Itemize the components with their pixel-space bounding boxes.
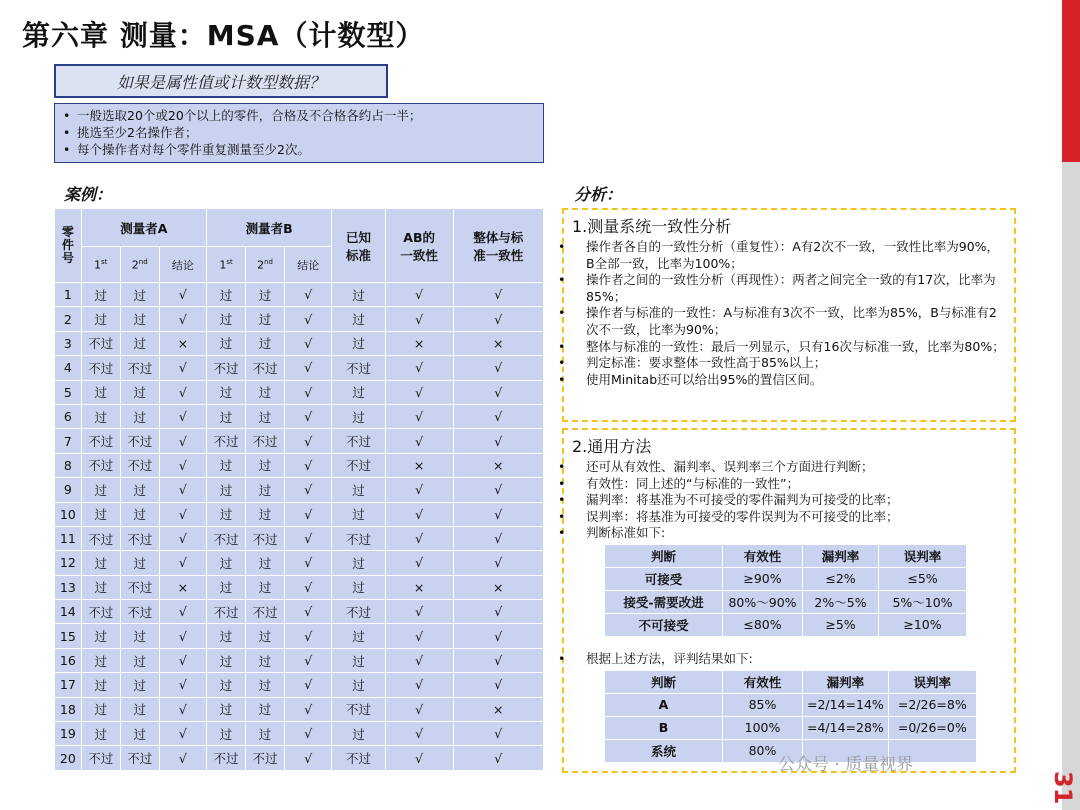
table-cell: √ [453,624,543,648]
table-cell: √ [285,624,332,648]
table-cell: 过 [332,673,385,697]
header-operator-a: 测量者A [81,209,206,247]
table-cell: √ [159,283,206,307]
table-cell: 过 [81,478,120,502]
table-cell: 过 [120,380,159,404]
table-row [55,453,544,477]
case-table [54,208,544,771]
table-cell: √ [385,478,453,502]
table-cell: 过 [81,624,120,648]
table-row [55,478,544,502]
table-cell: × [453,575,543,599]
question-box: 如果是属性值或计数型数据？ [54,64,388,98]
table-cell: 过 [81,502,120,526]
table-cell: 不过 [81,600,120,624]
table-cell: √ [385,502,453,526]
table-cell: 不过 [120,429,159,453]
table-cell: 13 [55,575,82,599]
table-cell: √ [285,478,332,502]
criteria-cell: 可接受 [605,567,723,590]
table-cell: 过 [207,551,246,575]
table-cell: 不过 [332,356,385,380]
table-cell: × [453,453,543,477]
page-number: 31 [1049,771,1077,805]
table-cell: 过 [246,453,285,477]
table-cell: × [453,331,543,355]
criteria-header: 判断 [605,544,723,567]
table-cell: √ [285,331,332,355]
table-cell: 14 [55,600,82,624]
table-cell: 不过 [120,526,159,550]
table-row [55,722,544,746]
table-cell: 不过 [81,526,120,550]
results-cell: =0/26=0% [888,716,976,739]
table-cell: √ [453,307,543,331]
table-cell: 过 [332,331,385,355]
header-b-1st: 1st [207,247,246,283]
table-cell: √ [453,648,543,672]
table-cell: 不过 [332,429,385,453]
table-cell: 过 [81,380,120,404]
table-cell: 过 [332,380,385,404]
table-row [55,331,544,355]
table-cell: 不过 [207,356,246,380]
table-cell: √ [385,697,453,721]
table-cell: √ [453,478,543,502]
results-cell: =2/26=8% [888,693,976,716]
table-cell: 不过 [246,429,285,453]
table-cell: 17 [55,673,82,697]
table-cell: √ [285,356,332,380]
table-cell: 5 [55,380,82,404]
section-1-bullet: • 操作者各自的一致性分析（重复性）：A有2次不一致，一致性比率为90%，B全部一致，比率为100%； [572,239,1006,272]
criteria-header: 漏判率 [803,544,879,567]
criteria-cell: ≥10% [879,613,967,636]
table-row [55,551,544,575]
table-cell: √ [385,551,453,575]
table-cell: 不过 [332,600,385,624]
table-cell: √ [159,648,206,672]
table-cell: × [385,453,453,477]
side-bar-accent [1062,0,1080,162]
table-row [55,356,544,380]
header-ab: AB的一致性 [385,209,453,283]
results-cell: 系统 [605,739,723,762]
results-header: 漏判率 [803,670,889,693]
table-row [55,526,544,550]
table-cell: √ [385,526,453,550]
section-2-bullet: • 误判率：将基准为可接受的零件误判为不可接受的比率； [572,509,1006,526]
section-1-bullet: • 操作者与标准的一致性：A与标准有3次不一致，比率为85%，B与标准有2次不一致，比率为90%； [572,305,1006,338]
table-cell: 过 [207,380,246,404]
table-cell: √ [159,356,206,380]
table-cell: √ [385,746,453,770]
table-cell: 过 [246,575,285,599]
criteria-cell: 不可接受 [605,613,723,636]
analysis-section-2 [562,428,1016,773]
table-cell: 过 [81,648,120,672]
table-cell: √ [159,307,206,331]
table-cell: √ [159,673,206,697]
table-cell: 过 [81,575,120,599]
table-cell: 2 [55,307,82,331]
table-cell: 不过 [81,746,120,770]
table-cell: √ [453,746,543,770]
table-cell: 10 [55,502,82,526]
results-table [604,670,977,763]
table-cell: 19 [55,722,82,746]
header-b-result: 结论 [285,247,332,283]
criteria-table [604,544,967,637]
results-cell: A [605,693,723,716]
criteria-cell: ≥90% [723,567,803,590]
results-header: 判断 [605,670,723,693]
table-cell: √ [385,722,453,746]
table-cell: 过 [120,478,159,502]
header-a-2nd: 2nd [120,247,159,283]
table-cell: √ [385,624,453,648]
table-row [55,380,544,404]
table-cell: 不过 [332,746,385,770]
table-cell: √ [159,600,206,624]
table-cell: 不过 [332,453,385,477]
table-cell: √ [453,404,543,428]
table-cell: √ [453,502,543,526]
page-title: 第六章 测量：MSA（计数型） [22,19,425,52]
header-a-1st: 1st [81,247,120,283]
table-cell: √ [385,648,453,672]
table-cell: √ [159,697,206,721]
table-cell: √ [285,453,332,477]
table-cell: √ [159,429,206,453]
table-cell: 过 [207,624,246,648]
table-cell: √ [285,746,332,770]
table-row [55,697,544,721]
table-cell: √ [285,283,332,307]
table-cell: √ [159,526,206,550]
table-cell: 过 [246,478,285,502]
results-cell: =4/14=28% [803,716,889,739]
table-cell: 不过 [81,331,120,355]
table-cell: √ [285,307,332,331]
table-cell: 过 [81,283,120,307]
criteria-cell: ≤2% [803,567,879,590]
table-cell: √ [285,404,332,428]
table-cell: 过 [81,722,120,746]
criteria-cell: ≤80% [723,613,803,636]
table-cell: 过 [246,331,285,355]
table-cell: 过 [207,673,246,697]
table-cell: √ [285,722,332,746]
table-cell: √ [285,551,332,575]
table-cell: √ [453,380,543,404]
table-cell: √ [285,380,332,404]
table-cell: 过 [246,697,285,721]
info-item: • 挑选至少2名操作者； [63,124,535,141]
table-cell: 过 [120,551,159,575]
table-cell: 不过 [120,600,159,624]
table-row [55,429,544,453]
results-cell: 85% [723,693,803,716]
table-cell: √ [159,380,206,404]
table-cell: 过 [246,624,285,648]
table-cell: 11 [55,526,82,550]
table-cell: 过 [207,331,246,355]
table-cell: 过 [246,502,285,526]
section-1-bullet: • 判定标准：要求整体一致性高于85%以上； [572,355,1006,372]
table-cell: 过 [207,722,246,746]
table-cell: 过 [332,722,385,746]
table-cell: × [159,575,206,599]
table-cell: 过 [246,404,285,428]
table-cell: √ [285,673,332,697]
table-cell: 不过 [120,356,159,380]
table-cell: 过 [246,283,285,307]
watermark: 公众号 · 质量视界 [778,755,914,775]
table-row [55,307,544,331]
criteria-cell: 5%～10% [879,590,967,613]
table-cell: 不过 [120,575,159,599]
table-row [55,746,544,770]
results-cell: 100% [723,716,803,739]
table-cell: √ [385,380,453,404]
table-cell: √ [159,722,206,746]
table-cell: 过 [207,478,246,502]
table-cell: 不过 [246,746,285,770]
info-box [54,103,544,163]
table-cell: √ [285,502,332,526]
header-part: 零件号 [55,209,82,283]
table-cell: 不过 [207,600,246,624]
table-cell: 不过 [332,526,385,550]
table-row [55,624,544,648]
section-1-bullet: • 整体与标准的一致性：最后一列显示，只有16次与标准一致，比率为80%； [572,339,1006,356]
table-cell: × [385,575,453,599]
table-cell: 过 [207,575,246,599]
table-row [55,673,544,697]
table-cell: 过 [120,673,159,697]
table-cell: √ [159,746,206,770]
table-cell: √ [385,600,453,624]
side-bar [1062,0,1080,810]
table-cell: √ [385,673,453,697]
table-cell: 不过 [332,697,385,721]
table-cell: √ [385,356,453,380]
table-cell: 过 [81,307,120,331]
table-cell: √ [159,404,206,428]
results-header: 有效性 [723,670,803,693]
analysis-section-1 [562,208,1016,422]
table-cell: 过 [332,478,385,502]
header-known: 已知标准 [332,209,385,283]
table-cell: 不过 [246,526,285,550]
header-a-result: 结论 [159,247,206,283]
table-cell: 过 [81,551,120,575]
table-cell: 过 [332,502,385,526]
table-cell: 过 [207,307,246,331]
table-cell: 不过 [207,526,246,550]
criteria-cell: 接受-需要改进 [605,590,723,613]
table-cell: 过 [120,331,159,355]
table-cell: 8 [55,453,82,477]
table-cell: √ [159,453,206,477]
case-label: 案例： [64,185,113,204]
table-cell: √ [385,404,453,428]
header-b-2nd: 2nd [246,247,285,283]
table-cell: 12 [55,551,82,575]
table-cell: 过 [207,283,246,307]
table-cell: 20 [55,746,82,770]
table-cell: √ [385,307,453,331]
table-cell: 过 [120,502,159,526]
table-cell: √ [159,551,206,575]
table-cell: 过 [120,648,159,672]
table-cell: √ [285,575,332,599]
table-cell: √ [385,429,453,453]
header-operator-b: 测量者B [207,209,332,247]
table-cell: 1 [55,283,82,307]
table-cell: √ [453,673,543,697]
table-cell: 不过 [246,356,285,380]
table-row [55,283,544,307]
section-2-bullet: • 判断标准如下: [572,525,1006,542]
table-cell: 3 [55,331,82,355]
analysis-label: 分析： [574,185,623,204]
table-cell: √ [285,526,332,550]
table-cell: 不过 [246,600,285,624]
table-row [55,502,544,526]
criteria-cell: ≤5% [879,567,967,590]
table-cell: 过 [120,624,159,648]
results-cell: B [605,716,723,739]
table-cell: 过 [207,502,246,526]
table-cell: 过 [207,404,246,428]
section-2-bullet: • 还可从有效性、漏判率、误判率三个方面进行判断； [572,459,1006,476]
table-row [55,404,544,428]
info-item: • 一般选取20个或20个以上的零件，合格及不合格各约占一半； [63,107,535,124]
criteria-cell: 2%～5% [803,590,879,613]
table-cell: 过 [120,404,159,428]
criteria-header: 有效性 [723,544,803,567]
section-1-bullet: • 使用Minitab还可以给出95%的置信区间。 [572,372,1006,389]
table-cell: √ [385,283,453,307]
table-cell: 16 [55,648,82,672]
section-1-title: 1.测量系统一致性分析 [572,217,732,236]
criteria-cell: ≥5% [803,613,879,636]
results-header: 误判率 [888,670,976,693]
table-row [55,575,544,599]
table-cell: × [453,697,543,721]
table-cell: 过 [332,283,385,307]
table-cell: √ [159,478,206,502]
table-cell: √ [159,624,206,648]
info-item: • 每个操作者对每个零件重复测量至少2次。 [63,141,535,158]
table-cell: 过 [120,722,159,746]
table-cell: 过 [246,380,285,404]
table-cell: √ [285,600,332,624]
table-cell: 9 [55,478,82,502]
table-cell: 过 [246,648,285,672]
case-table-body [55,283,544,771]
header-total: 整体与标准一致性 [453,209,543,283]
results-cell: =2/14=14% [803,693,889,716]
table-cell: 过 [246,307,285,331]
table-cell: 过 [332,624,385,648]
table-cell: 过 [332,404,385,428]
table-cell: 不过 [207,746,246,770]
table-cell: √ [159,502,206,526]
table-cell: 过 [81,697,120,721]
table-cell: × [159,331,206,355]
table-cell: 过 [81,404,120,428]
table-cell: 过 [207,648,246,672]
table-cell: √ [453,356,543,380]
table-cell: 不过 [207,429,246,453]
table-cell: 过 [120,307,159,331]
table-cell: √ [453,722,543,746]
table-cell: 不过 [81,356,120,380]
table-cell: √ [453,526,543,550]
table-cell: 过 [246,673,285,697]
table-cell: 18 [55,697,82,721]
table-cell: × [385,331,453,355]
table-cell: 过 [246,551,285,575]
section-2-bullet: • 有效性：同上述的“与标准的一致性”； [572,476,1006,493]
section-1-bullet: • 操作者之间的一致性分析（再现性）：两者之间完全一致的有17次，比率为85%； [572,272,1006,305]
table-cell: √ [453,429,543,453]
table-cell: 过 [120,283,159,307]
table-cell: √ [453,283,543,307]
criteria-header: 误判率 [879,544,967,567]
table-cell: 过 [207,453,246,477]
table-cell: 不过 [81,429,120,453]
table-cell: 过 [332,575,385,599]
section-2-bullet: • 漏判率：将基准为不可接受的零件漏判为可接受的比率； [572,492,1006,509]
table-cell: 过 [332,648,385,672]
table-cell: 6 [55,404,82,428]
section-2-title: 2.通用方法 [572,437,652,456]
table-cell: 7 [55,429,82,453]
table-cell: √ [285,697,332,721]
table-cell: 过 [332,551,385,575]
table-cell: 不过 [120,746,159,770]
table-cell: 4 [55,356,82,380]
table-cell: 不过 [120,453,159,477]
table-cell: 过 [332,307,385,331]
table-cell: √ [285,648,332,672]
table-cell: 过 [207,697,246,721]
table-cell: 过 [120,697,159,721]
result-intro: • 根据上述方法，评判结果如下: [572,651,1006,668]
table-cell: √ [453,551,543,575]
table-cell: 过 [246,722,285,746]
table-row [55,648,544,672]
criteria-cell: 80%～90% [723,590,803,613]
table-cell: 15 [55,624,82,648]
table-cell: √ [453,600,543,624]
table-cell: 不过 [81,453,120,477]
table-cell: 过 [81,673,120,697]
table-row [55,600,544,624]
results-cell: 80% [723,739,803,762]
table-cell: √ [285,429,332,453]
